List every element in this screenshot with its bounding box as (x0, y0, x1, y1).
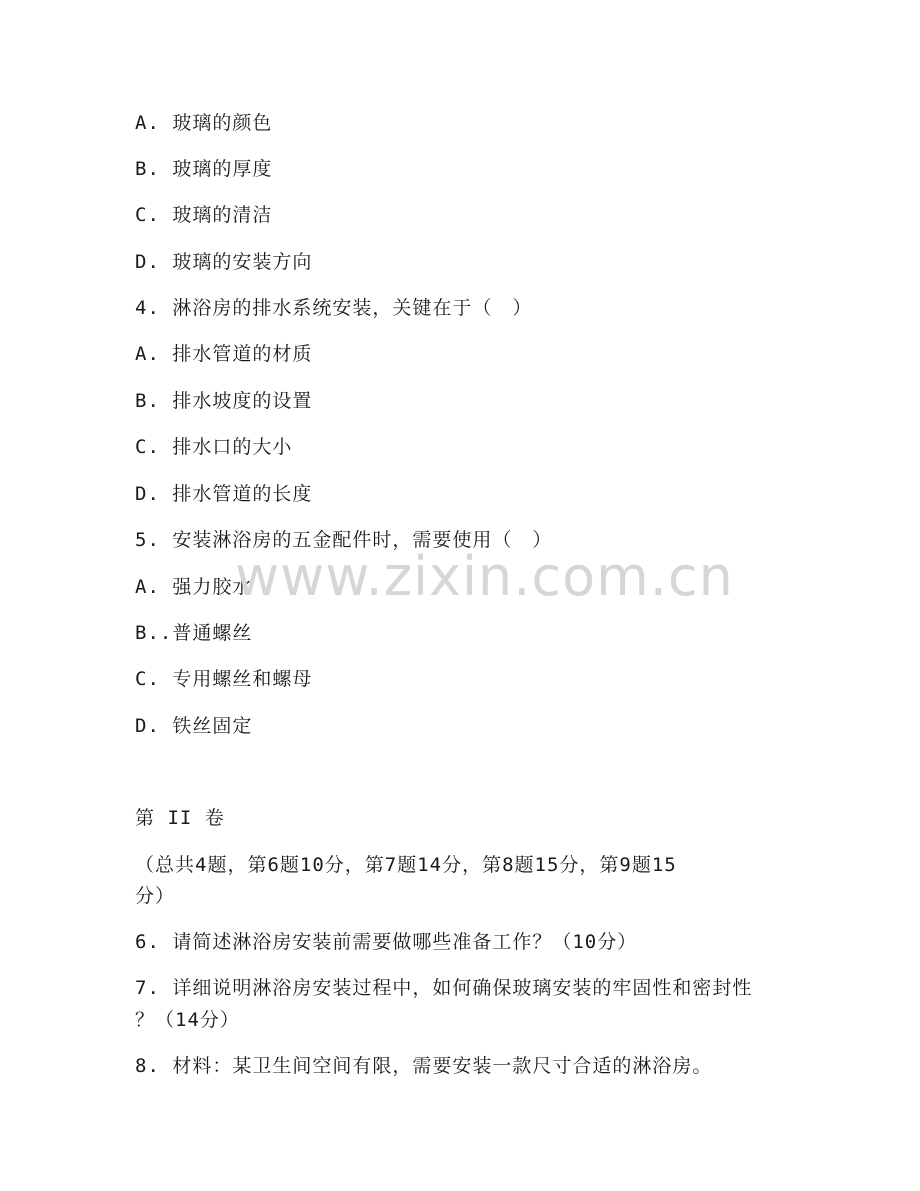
option-4a: A. 排水管道的材质 (135, 343, 313, 365)
option-4b: B. 排水坡度的设置 (135, 390, 313, 412)
section-note-cont: 分） (135, 885, 176, 907)
question-5: 5. 安装淋浴房的五金配件时，需要使用（ ） (135, 529, 553, 551)
option-3a: A. 玻璃的颜色 (135, 112, 273, 134)
watermark: www.zixin.com.cn (235, 545, 734, 608)
option-5c: C. 专用螺丝和螺母 (135, 668, 313, 690)
question-8: 8. 材料：某卫生间空间有限，需要安装一款尺寸合适的淋浴房。 (135, 1055, 713, 1077)
question-6: 6. 请简述淋浴房安装前需要做哪些准备工作？（10分） (135, 931, 638, 953)
option-3c: C. 玻璃的清洁 (135, 204, 273, 226)
section-heading: 第 II 卷 (135, 807, 225, 829)
option-5d: D. 铁丝固定 (135, 715, 253, 737)
option-5a: A. 强力胶水 (135, 576, 253, 598)
option-4c: C. 排水口的大小 (135, 436, 293, 458)
option-5b: B..普通螺丝 (135, 622, 253, 644)
option-3b: B. 玻璃的厚度 (135, 158, 273, 180)
question-7-cont: ？（14分） (135, 1009, 240, 1031)
option-4d: D. 排水管道的长度 (135, 483, 313, 505)
section-note: （总共4题，第6题10分，第7题14分，第8题15分，第9题15 (135, 854, 677, 876)
question-7: 7. 详细说明淋浴房安装过程中，如何确保玻璃安装的牢固性和密封性 (135, 977, 753, 999)
option-3d: D. 玻璃的安装方向 (135, 251, 313, 273)
question-4: 4. 淋浴房的排水系统安装，关键在于（ ） (135, 297, 533, 319)
